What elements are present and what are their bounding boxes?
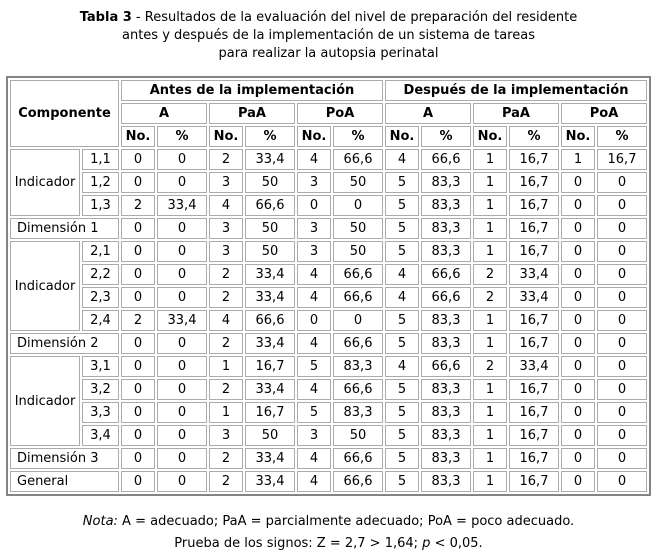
data-cell: 66,6 [421, 356, 471, 377]
data-cell: 2 [209, 287, 243, 308]
data-cell: 50 [333, 218, 383, 239]
data-cell: 50 [333, 241, 383, 262]
data-cell: 16,7 [509, 425, 559, 446]
title-line-2: antes y después de la implementación de un sistema de tareas [122, 28, 535, 43]
table-row [10, 287, 647, 308]
data-cell: 2 [473, 264, 507, 285]
data-cell: 4 [297, 448, 331, 469]
data-cell: 4 [297, 264, 331, 285]
data-cell: 16,7 [597, 149, 647, 170]
data-cell: 2 [209, 471, 243, 492]
data-cell: 2 [209, 333, 243, 354]
data-cell: 0 [597, 356, 647, 377]
header-subgroup-poa: PoA [297, 103, 383, 124]
table-row [10, 425, 647, 446]
data-cell: 5 [385, 333, 419, 354]
data-cell: 16,7 [509, 172, 559, 193]
data-cell: 1 [473, 218, 507, 239]
data-cell: 5 [385, 379, 419, 400]
data-cell: 0 [121, 448, 155, 469]
data-cell: 0 [561, 448, 595, 469]
data-cell: 0 [121, 241, 155, 262]
header-group-despues: Después de la implementación [385, 80, 647, 101]
data-cell: 83,3 [421, 195, 471, 216]
data-cell: 33,4 [157, 195, 207, 216]
data-cell: 0 [561, 264, 595, 285]
sign-test-text: Prueba de los signos: Z = 2,7 > 1,64; [174, 536, 423, 551]
table-row [10, 402, 647, 423]
data-cell: 2 [209, 149, 243, 170]
header-count: No. [473, 126, 507, 147]
indicator-group-label: Indicador [10, 149, 80, 216]
data-cell: 4 [385, 356, 419, 377]
data-cell: 83,3 [421, 379, 471, 400]
header-subgroup-a: A [121, 103, 207, 124]
data-cell: 33,4 [245, 264, 295, 285]
table-row [10, 471, 647, 492]
data-cell: 2 [473, 356, 507, 377]
data-cell: 0 [597, 241, 647, 262]
data-cell: 5 [385, 310, 419, 331]
data-cell: 16,7 [245, 356, 295, 377]
data-cell: 1 [473, 241, 507, 262]
data-cell: 0 [561, 172, 595, 193]
data-cell: 83,3 [421, 218, 471, 239]
data-cell: 1 [473, 333, 507, 354]
data-cell: 2 [121, 310, 155, 331]
data-cell: 0 [597, 425, 647, 446]
data-cell: 83,3 [421, 310, 471, 331]
data-cell: 16,7 [509, 379, 559, 400]
data-cell: 0 [597, 264, 647, 285]
header-count: No. [209, 126, 243, 147]
table-notes [0, 511, 657, 555]
summary-label: General [10, 471, 119, 492]
data-cell: 5 [385, 425, 419, 446]
header-count: No. [561, 126, 595, 147]
indicator-number: 3,3 [82, 402, 119, 423]
data-cell: 0 [121, 333, 155, 354]
data-cell: 0 [597, 402, 647, 423]
table-row [10, 241, 647, 262]
data-cell: 0 [597, 310, 647, 331]
data-cell: 5 [385, 218, 419, 239]
table-body [10, 149, 647, 492]
data-cell: 83,3 [421, 333, 471, 354]
data-cell: 4 [385, 149, 419, 170]
data-cell: 66,6 [333, 264, 383, 285]
table-row [10, 333, 647, 354]
header-subgroup-paa: PaA [473, 103, 559, 124]
table-row [10, 172, 647, 193]
data-cell: 2 [473, 287, 507, 308]
table-row [10, 310, 647, 331]
data-cell: 5 [385, 172, 419, 193]
data-cell: 1 [473, 310, 507, 331]
data-cell: 4 [385, 287, 419, 308]
data-cell: 16,7 [509, 333, 559, 354]
data-cell: 83,3 [421, 425, 471, 446]
data-cell: 0 [157, 425, 207, 446]
indicator-number: 1,2 [82, 172, 119, 193]
data-cell: 2 [209, 448, 243, 469]
header-subgroup-paa: PaA [209, 103, 295, 124]
summary-label: Dimensión 2 [10, 333, 119, 354]
data-cell: 0 [121, 402, 155, 423]
data-cell: 83,3 [421, 448, 471, 469]
indicator-number: 1,3 [82, 195, 119, 216]
data-cell: 0 [561, 402, 595, 423]
data-cell: 0 [597, 471, 647, 492]
data-cell: 5 [385, 448, 419, 469]
data-cell: 0 [157, 448, 207, 469]
data-cell: 83,3 [421, 172, 471, 193]
data-cell: 0 [157, 333, 207, 354]
data-cell: 5 [297, 402, 331, 423]
summary-label: Dimensión 3 [10, 448, 119, 469]
data-cell: 0 [333, 195, 383, 216]
data-cell: 5 [385, 402, 419, 423]
data-cell: 0 [561, 425, 595, 446]
data-cell: 0 [121, 218, 155, 239]
note-legend-text: A = adecuado; PaA = parcialmente adecuado; PoA = poco adecuado. [117, 514, 575, 529]
note-label: Nota: [82, 514, 118, 529]
data-cell: 16,7 [245, 402, 295, 423]
data-cell: 0 [121, 471, 155, 492]
data-cell: 50 [245, 241, 295, 262]
results-table [6, 76, 651, 496]
table-title [0, 0, 657, 63]
data-cell: 1 [473, 402, 507, 423]
table-row [10, 356, 647, 377]
table-head [10, 80, 647, 147]
data-cell: 5 [297, 356, 331, 377]
data-cell: 16,7 [509, 448, 559, 469]
header-count: No. [297, 126, 331, 147]
header-percent: % [509, 126, 559, 147]
header-percent: % [597, 126, 647, 147]
data-cell: 33,4 [245, 149, 295, 170]
note-legend [0, 511, 657, 533]
data-cell: 0 [561, 356, 595, 377]
data-cell: 0 [561, 287, 595, 308]
data-cell: 33,4 [509, 264, 559, 285]
data-cell: 16,7 [509, 149, 559, 170]
data-cell: 50 [333, 172, 383, 193]
data-cell: 5 [385, 241, 419, 262]
sign-test-suffix: < 0,05. [430, 536, 483, 551]
title-line-1 [0, 9, 657, 27]
data-cell: 0 [121, 379, 155, 400]
summary-label: Dimensión 1 [10, 218, 119, 239]
data-cell: 33,4 [245, 448, 295, 469]
data-cell: 0 [597, 379, 647, 400]
table-row [10, 195, 647, 216]
data-cell: 83,3 [333, 402, 383, 423]
data-cell: 4 [297, 287, 331, 308]
data-cell: 4 [209, 310, 243, 331]
indicator-number: 2,1 [82, 241, 119, 262]
indicator-number: 3,1 [82, 356, 119, 377]
data-cell: 0 [157, 218, 207, 239]
data-cell: 2 [209, 379, 243, 400]
data-cell: 0 [333, 310, 383, 331]
data-cell: 3 [297, 172, 331, 193]
data-cell: 33,4 [245, 471, 295, 492]
p-symbol: p [422, 536, 431, 551]
data-cell: 1 [473, 471, 507, 492]
indicator-number: 1,1 [82, 149, 119, 170]
data-cell: 50 [245, 425, 295, 446]
data-cell: 16,7 [509, 241, 559, 262]
header-percent: % [157, 126, 207, 147]
data-cell: 5 [385, 471, 419, 492]
data-cell: 66,6 [245, 195, 295, 216]
data-cell: 0 [597, 218, 647, 239]
data-cell: 1 [209, 402, 243, 423]
data-cell: 2 [209, 264, 243, 285]
header-count: No. [121, 126, 155, 147]
data-cell: 50 [333, 425, 383, 446]
data-cell: 83,3 [421, 402, 471, 423]
indicator-number: 2,3 [82, 287, 119, 308]
data-cell: 0 [157, 356, 207, 377]
data-cell: 16,7 [509, 471, 559, 492]
data-cell: 4 [297, 333, 331, 354]
indicator-group-label: Indicador [10, 356, 80, 446]
table-row [10, 149, 647, 170]
note-sign-test [0, 533, 657, 555]
table-row [10, 264, 647, 285]
data-cell: 4 [297, 149, 331, 170]
data-cell: 0 [157, 402, 207, 423]
data-cell: 66,6 [333, 471, 383, 492]
title-line-3: para realizar la autopsia perinatal [218, 46, 439, 61]
data-cell: 66,6 [421, 287, 471, 308]
data-cell: 4 [209, 195, 243, 216]
data-cell: 83,3 [421, 471, 471, 492]
data-cell: 1 [473, 172, 507, 193]
data-cell: 0 [121, 425, 155, 446]
data-cell: 66,6 [245, 310, 295, 331]
table-row [10, 448, 647, 469]
data-cell: 0 [121, 356, 155, 377]
indicator-number: 3,4 [82, 425, 119, 446]
data-cell: 3 [297, 425, 331, 446]
data-cell: 16,7 [509, 402, 559, 423]
data-cell: 33,4 [509, 356, 559, 377]
data-cell: 33,4 [245, 333, 295, 354]
data-cell: 33,4 [509, 287, 559, 308]
data-cell: 0 [121, 287, 155, 308]
data-cell: 16,7 [509, 310, 559, 331]
title-line-1-text: - Resultados de la evaluación del nivel de preparación del residente [131, 10, 578, 25]
data-cell: 3 [209, 172, 243, 193]
data-cell: 0 [157, 287, 207, 308]
data-cell: 83,3 [333, 356, 383, 377]
data-cell: 0 [121, 172, 155, 193]
data-cell: 2 [121, 195, 155, 216]
data-cell: 1 [473, 425, 507, 446]
data-cell: 0 [597, 287, 647, 308]
data-cell: 1 [473, 149, 507, 170]
data-cell: 0 [561, 379, 595, 400]
data-cell: 33,4 [245, 287, 295, 308]
data-cell: 0 [561, 195, 595, 216]
data-cell: 0 [597, 333, 647, 354]
data-cell: 1 [473, 195, 507, 216]
header-subgroup-a: A [385, 103, 471, 124]
data-cell: 50 [245, 218, 295, 239]
header-percent: % [245, 126, 295, 147]
header-percent: % [333, 126, 383, 147]
data-cell: 1 [209, 356, 243, 377]
data-cell: 66,6 [421, 149, 471, 170]
data-cell: 0 [561, 333, 595, 354]
data-cell: 16,7 [509, 218, 559, 239]
data-cell: 0 [597, 195, 647, 216]
data-cell: 0 [157, 264, 207, 285]
indicator-number: 2,2 [82, 264, 119, 285]
data-cell: 4 [385, 264, 419, 285]
header-percent: % [421, 126, 471, 147]
table-row [10, 379, 647, 400]
data-cell: 4 [297, 471, 331, 492]
data-cell: 0 [597, 448, 647, 469]
data-cell: 0 [597, 172, 647, 193]
data-cell: 0 [157, 379, 207, 400]
data-cell: 66,6 [333, 448, 383, 469]
data-cell: 1 [473, 379, 507, 400]
data-cell: 3 [209, 218, 243, 239]
header-componente: Componente [10, 80, 119, 147]
data-cell: 50 [245, 172, 295, 193]
data-cell: 66,6 [421, 264, 471, 285]
data-cell: 66,6 [333, 287, 383, 308]
data-cell: 0 [121, 149, 155, 170]
data-cell: 1 [473, 448, 507, 469]
data-cell: 1 [561, 149, 595, 170]
header-group-antes: Antes de la implementación [121, 80, 383, 101]
indicator-group-label: Indicador [10, 241, 80, 331]
data-cell: 0 [561, 241, 595, 262]
data-cell: 3 [209, 241, 243, 262]
header-subgroup-poa: PoA [561, 103, 647, 124]
data-cell: 0 [297, 310, 331, 331]
data-cell: 0 [157, 471, 207, 492]
data-cell: 83,3 [421, 241, 471, 262]
data-cell: 5 [385, 195, 419, 216]
data-cell: 0 [121, 264, 155, 285]
data-cell: 66,6 [333, 379, 383, 400]
data-cell: 33,4 [157, 310, 207, 331]
data-cell: 0 [561, 310, 595, 331]
data-cell: 66,6 [333, 333, 383, 354]
data-cell: 3 [297, 241, 331, 262]
data-cell: 4 [297, 379, 331, 400]
indicator-number: 3,2 [82, 379, 119, 400]
data-cell: 0 [561, 471, 595, 492]
table-number: Tabla 3 [79, 10, 132, 25]
data-cell: 3 [297, 218, 331, 239]
data-cell: 3 [209, 425, 243, 446]
data-cell: 0 [157, 172, 207, 193]
data-cell: 33,4 [245, 379, 295, 400]
data-cell: 0 [297, 195, 331, 216]
data-cell: 16,7 [509, 195, 559, 216]
data-cell: 0 [561, 218, 595, 239]
data-cell: 0 [157, 149, 207, 170]
header-count: No. [385, 126, 419, 147]
data-cell: 66,6 [333, 149, 383, 170]
data-cell: 0 [157, 241, 207, 262]
indicator-number: 2,4 [82, 310, 119, 331]
table-row [10, 218, 647, 239]
